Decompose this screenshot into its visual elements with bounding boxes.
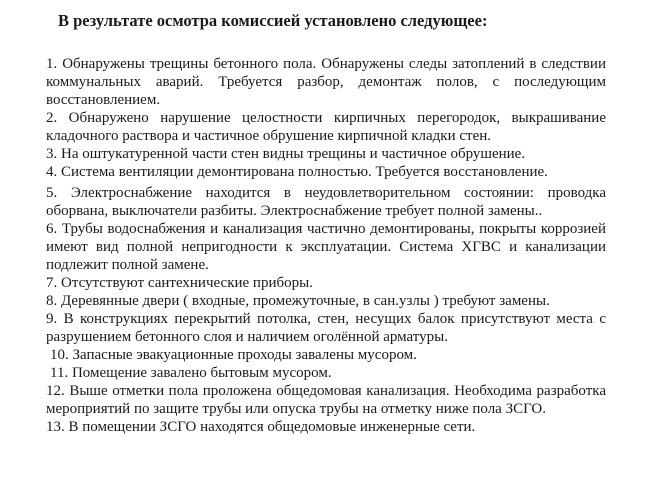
finding-item-3: 3. На оштукатуренной части стен видны трещины и частичное обрушение. bbox=[46, 146, 526, 162]
finding-item-11: 11. Помещение завалено бытовым мусором. bbox=[50, 365, 332, 381]
finding-item-8: 8. Деревянные двери ( входные, промежуточные, в сан.узлы ) требуют замены. bbox=[46, 293, 550, 309]
findings-list bbox=[46, 55, 606, 436]
finding-item-7: 7. Отсутствуют сантехнические приборы. bbox=[46, 275, 313, 291]
finding-item-5: 5. Электроснабжение находится в неудовлетворительном состоянии: проводка оборвана, выключатели разбиты. Электроснабжение требует полной замены.. bbox=[46, 185, 606, 219]
finding-item-9: 9. В конструкциях перекрытий потолка, стен, несущих балок присутствуют места с разрушением бетонного слоя и наличием оголённой арматуры. bbox=[46, 311, 606, 345]
document-heading: В результате осмотра комиссией установлено следующее: bbox=[58, 11, 488, 30]
finding-item-4: 4. Система вентиляции демонтирована полностью. Требуется восстановление. bbox=[46, 164, 548, 180]
finding-item-12: 12. Выше отметки пола проложена общедомовая канализация. Необходима разработка мероприятий по защите трубы или опуска трубы на отметку ниже пола ЗСГО. bbox=[46, 383, 606, 417]
finding-item-1: 1. Обнаружены трещины бетонного пола. Обнаружены следы затоплений в следствии коммунальных аварий. Требуется разбор, демонтаж полов, с последующим восстановлением. bbox=[46, 56, 606, 108]
finding-item-10: 10. Запасные эвакуационные проходы завалены мусором. bbox=[50, 347, 417, 363]
finding-item-6: 6. Трубы водоснабжения и канализация частично демонтированы, покрыты коррозией имеют вид полной непригодности к эксплуатации. Система ХГВС и канализации подлежит полной замене. bbox=[46, 221, 606, 273]
finding-item-2: 2. Обнаружено нарушение целостности кирпичных перегородок, выкрашивание кладочного раствора и частичное обрушение кирпичной кладки стен. bbox=[46, 110, 606, 144]
finding-item-13: 13. В помещении ЗСГО находятся общедомовые инженерные сети. bbox=[46, 419, 476, 435]
